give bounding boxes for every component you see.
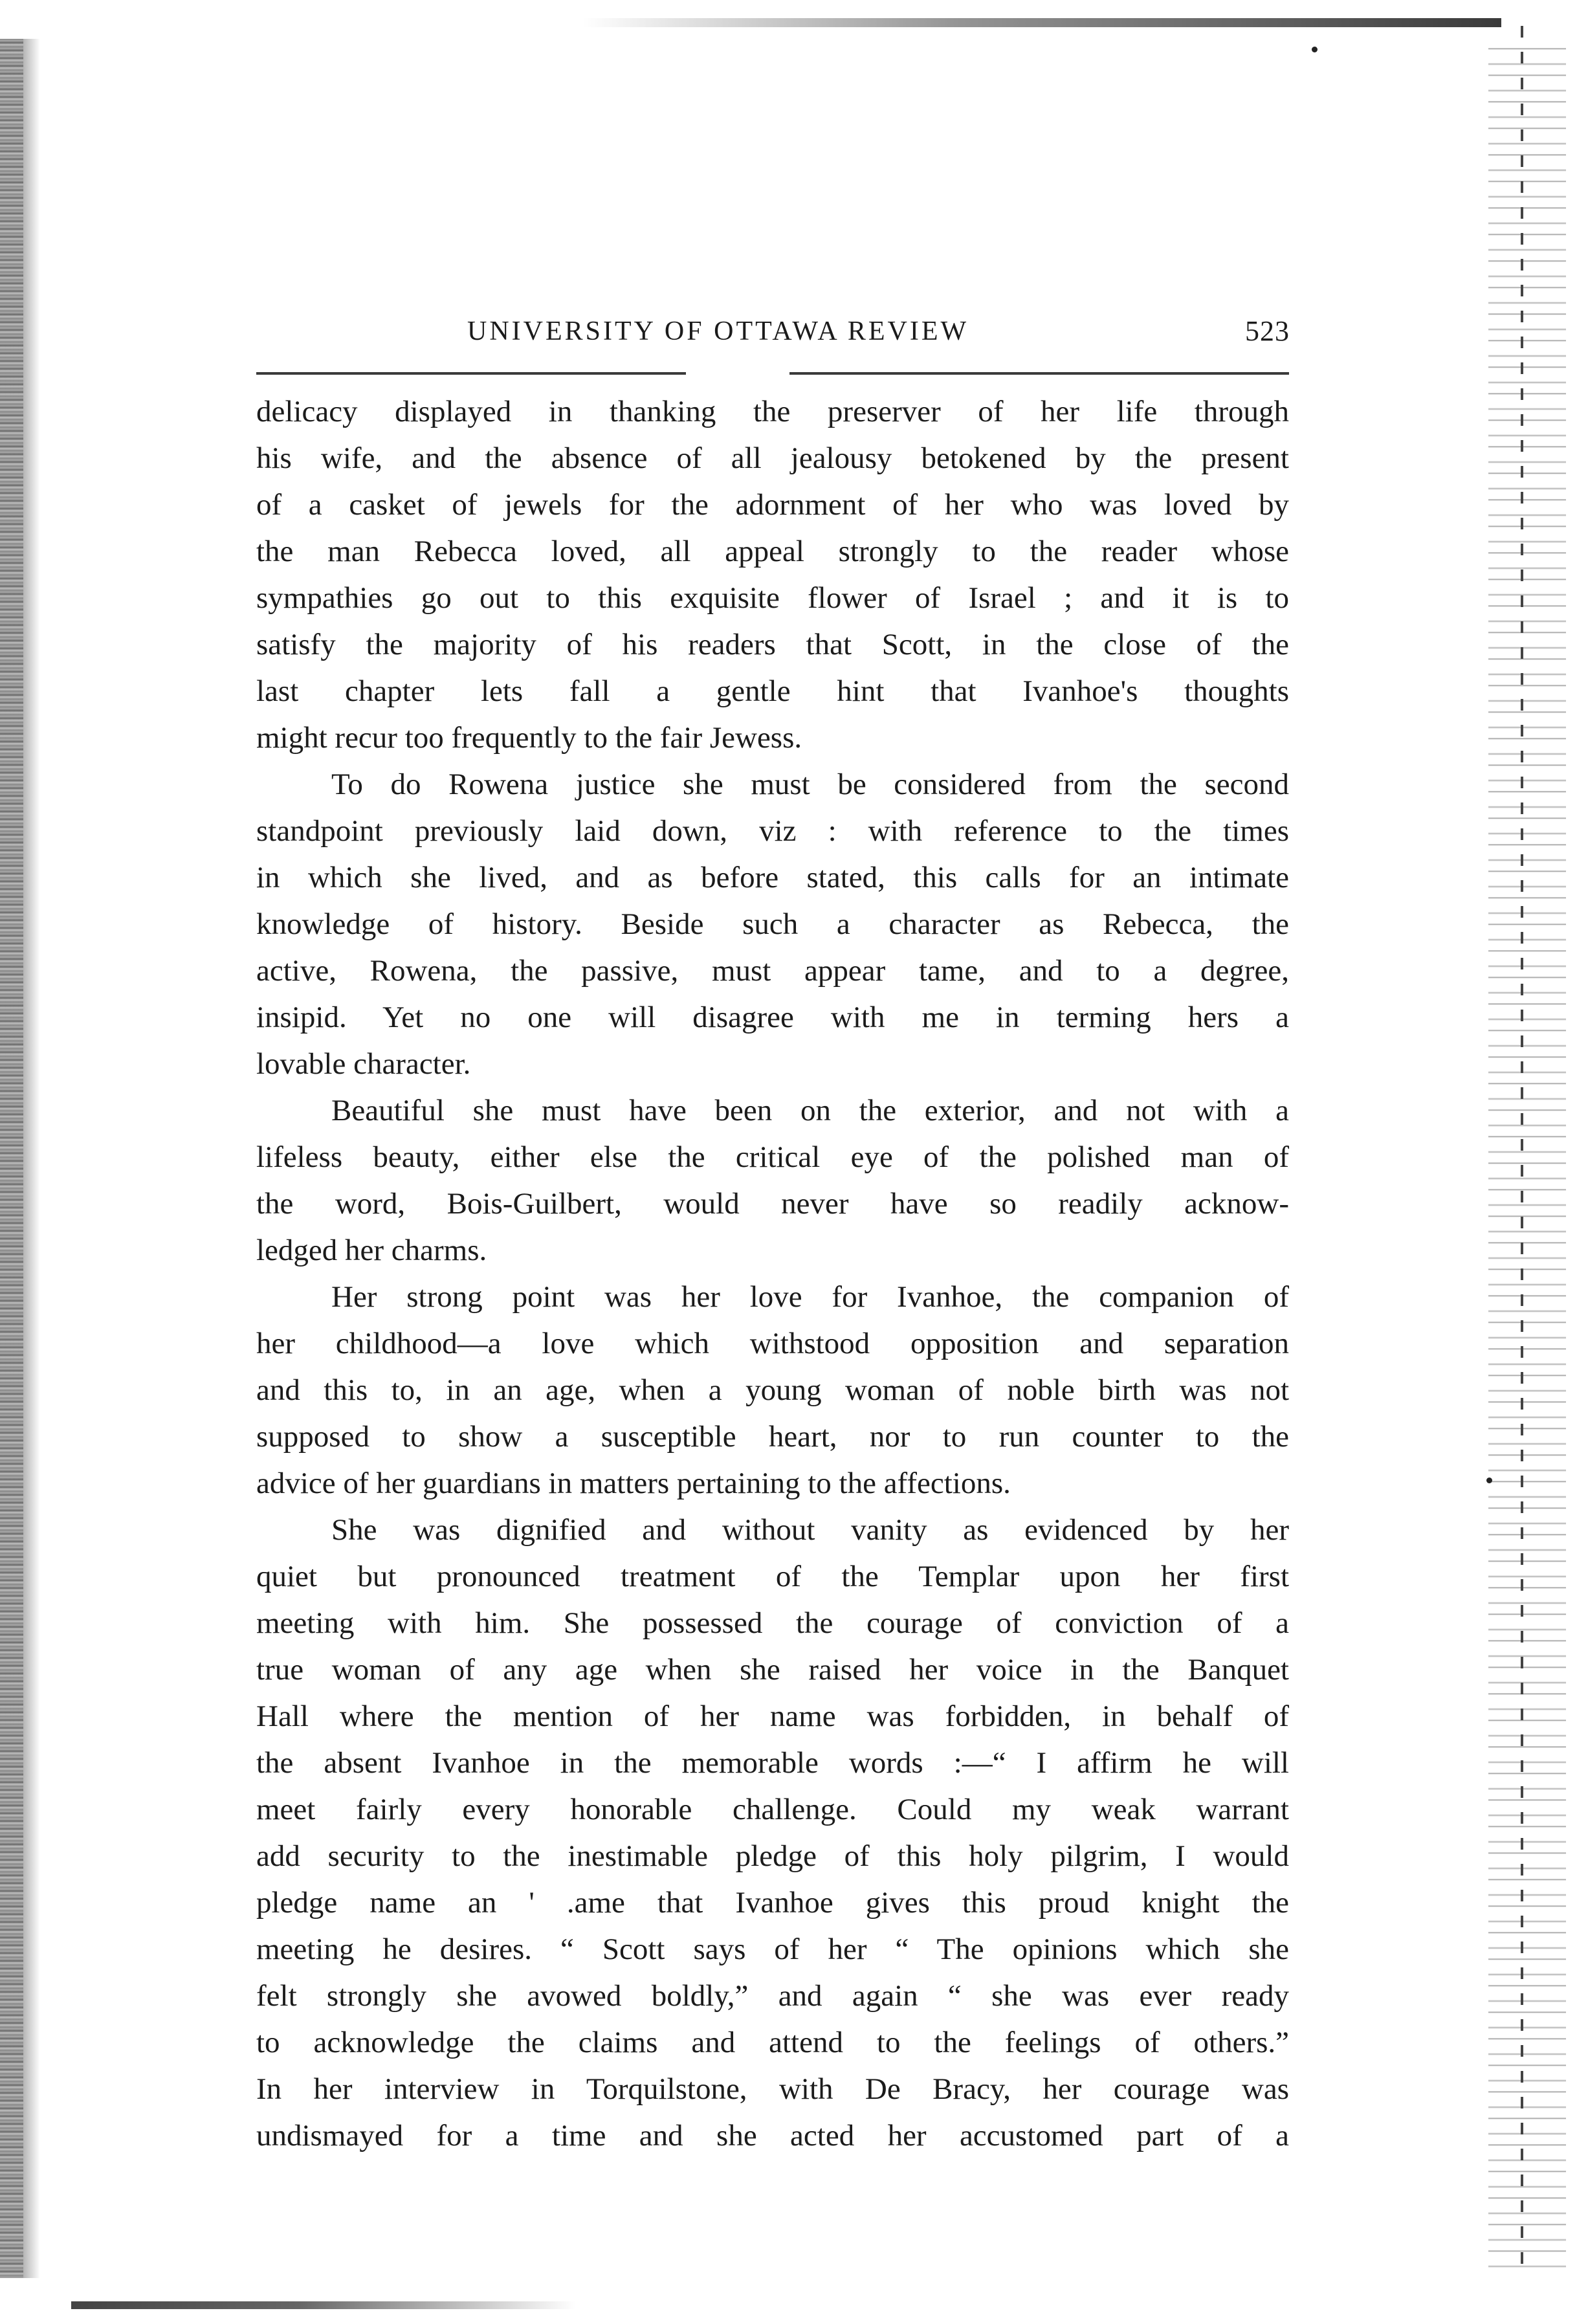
- text-line: the absent Ivanhoe in the memorable words :—“ I affirm he will: [256, 1746, 1289, 1780]
- right-page-edge: [1488, 39, 1566, 2272]
- text-line: meet fairly every honorable challenge. Could my weak warrant: [256, 1793, 1289, 1826]
- text-line: true woman of any age when she raised her voice in the Banquet: [256, 1653, 1289, 1687]
- text-line: the man Rebecca loved, all appeal strongly to the reader whose: [256, 535, 1289, 568]
- text-line: in which she lived, and as before stated, this calls for an intimate: [256, 861, 1289, 894]
- page-number: 523: [1245, 315, 1290, 347]
- bottom-scan-edge: [71, 2301, 576, 2309]
- text-line: ledged her charms.: [256, 1234, 487, 1267]
- scan-speck: [1312, 47, 1318, 52]
- paragraph-4: [256, 1274, 1289, 1507]
- text-line: knowledge of history. Beside such a character as Rebecca, the: [256, 907, 1289, 941]
- text-line: meeting with him. She possessed the courage of conviction of a: [256, 1606, 1289, 1640]
- text-line: In her interview in Torquilstone, with De Bracy, her courage was: [256, 2072, 1289, 2106]
- text-line: meeting he desires. “ Scott says of her “ The opinions which she: [256, 1932, 1289, 1966]
- binding-shadow-left: [0, 39, 23, 2278]
- text-line: insipid. Yet no one will disagree with me in terming hers a: [256, 1001, 1289, 1034]
- text-line: To do Rowena justice she must be considered from the second: [331, 768, 1289, 801]
- top-scan-edge: [582, 18, 1501, 27]
- text-line: active, Rowena, the passive, must appear tame, and to a degree,: [256, 954, 1289, 988]
- text-line: last chapter lets fall a gentle hint that Ivanhoe's thoughts: [256, 674, 1289, 708]
- scan-speck: [1486, 1477, 1492, 1483]
- text-line: She was dignified and without vanity as evidenced by her: [331, 1513, 1289, 1547]
- text-line: his wife, and the absence of all jealousy betokened by the present: [256, 441, 1289, 475]
- text-line: undismayed for a time and she acted her accustomed part of a: [256, 2119, 1289, 2152]
- text-line: supposed to show a susceptible heart, nor to run counter to the: [256, 1420, 1289, 1454]
- article-body: [256, 388, 1289, 2159]
- text-line: her childhood—a love which withstood opposition and separation: [256, 1327, 1289, 1360]
- paragraph-3: [256, 1087, 1289, 1274]
- text-line: might recur too frequently to the fair Jewess.: [256, 721, 802, 755]
- text-line: to acknowledge the claims and attend to the feelings of others.”: [256, 2026, 1289, 2059]
- text-line: quiet but pronounced treatment of the Templar upon her first: [256, 1560, 1289, 1593]
- text-line: satisfy the majority of his readers that Scott, in the close of the: [256, 628, 1289, 661]
- text-line: and this to, in an age, when a young woman of noble birth was not: [256, 1373, 1289, 1407]
- text-line: lovable character.: [256, 1047, 471, 1081]
- text-line: Hall where the mention of her name was forbidden, in behalf of: [256, 1699, 1289, 1733]
- paragraph-5: [256, 1507, 1289, 2159]
- header-rule-gap: [686, 369, 789, 377]
- text-line: Her strong point was her love for Ivanhoe, the companion of: [331, 1280, 1289, 1314]
- text-line: standpoint previously laid down, viz : with reference to the times: [256, 814, 1289, 848]
- text-line: delicacy displayed in thanking the preserver of her life through: [256, 395, 1289, 428]
- paragraph-1: [256, 388, 1289, 761]
- text-line: Beautiful she must have been on the exterior, and not with a: [331, 1094, 1289, 1127]
- paragraph-2: [256, 761, 1289, 1087]
- text-line: the word, Bois-Guilbert, would never have so readily acknow-: [256, 1187, 1289, 1221]
- running-title: UNIVERSITY OF OTTAWA REVIEW: [467, 316, 969, 346]
- right-edge-line: [1521, 26, 1523, 2272]
- text-line: advice of her guardians in matters pertaining to the affections.: [256, 1466, 1011, 1500]
- text-line: lifeless beauty, either else the critical eye of the polished man of: [256, 1140, 1289, 1174]
- binding-shadow-fade: [23, 39, 40, 2278]
- text-line: sympathies go out to this exquisite flower of Israel ; and it is to: [256, 581, 1289, 615]
- text-line: felt strongly she avowed boldly,” and again “ she was ever ready: [256, 1979, 1289, 2013]
- text-line: add security to the inestimable pledge of this holy pilgrim, I would: [256, 1839, 1289, 1873]
- text-line: pledge name an ' .ame that Ivanhoe gives this proud knight the: [256, 1886, 1289, 1920]
- text-line: of a casket of jewels for the adornment of her who was loved by: [256, 488, 1289, 522]
